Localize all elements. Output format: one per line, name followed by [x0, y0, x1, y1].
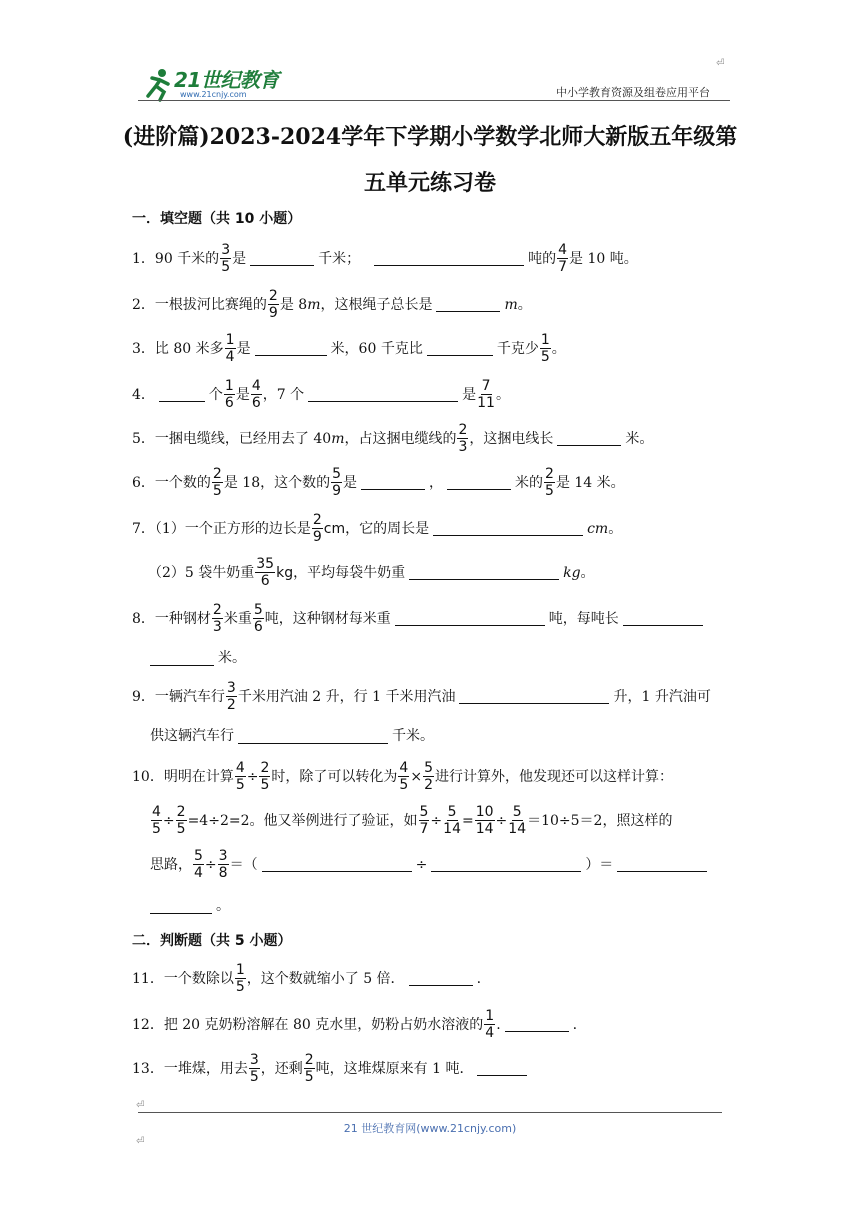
answer-blank[interactable]: [433, 521, 583, 536]
text-segment: 一捆电缆线，已经用去了 40: [154, 430, 332, 447]
section-fill-in: 一．填空题（共 10 小题）: [132, 211, 302, 227]
text-segment: ，平均每袋牛奶重: [293, 564, 406, 581]
text-segment: 一辆汽车行: [154, 688, 225, 705]
text-segment: 是: [236, 340, 251, 357]
text-segment: ，这捆电线长: [469, 430, 554, 447]
title-line-1: (进阶篇)2023-2024学年下学期小学数学北师大新版五年级第: [122, 124, 738, 150]
question-8: [132, 602, 707, 635]
text-segment: 米重: [223, 610, 252, 627]
text-segment: 10．: [132, 768, 164, 785]
text-segment: 千米用汽油 2 升，行 1 千米用汽油: [237, 688, 456, 705]
text-segment: m: [331, 430, 345, 447]
text-segment: 2: [545, 466, 554, 482]
fraction: [457, 422, 468, 455]
question-10-line-2: [150, 804, 672, 837]
text-segment: 2: [260, 760, 270, 776]
text-segment: 1: [540, 332, 550, 348]
text-segment: 6: [253, 619, 263, 635]
logo-text: 21世纪教育: [174, 68, 279, 92]
question-9-cont: [150, 726, 434, 746]
text-segment: 千米；: [318, 250, 361, 267]
answer-blank[interactable]: [395, 611, 545, 626]
text-segment: 4: [235, 760, 245, 776]
answer-blank[interactable]: [159, 387, 205, 402]
text-segment: ，7 个: [262, 386, 305, 403]
text-segment: （2）5 袋牛奶重: [148, 564, 255, 581]
text-segment: 4: [194, 865, 203, 881]
text-segment: 8．: [132, 610, 155, 627]
text-segment: 4: [251, 378, 261, 394]
fraction: [259, 760, 270, 793]
text-segment: 6．: [132, 474, 155, 491]
text-segment: 6: [260, 573, 270, 589]
text-segment: 7: [481, 378, 491, 394]
text-segment: 6: [251, 395, 261, 411]
text-segment: 吨的: [528, 250, 557, 267]
text-segment: ，占这捆电缆线的: [344, 430, 457, 447]
text-segment: 4: [558, 242, 568, 258]
text-segment: 2: [212, 602, 222, 618]
text-segment: 米。: [625, 430, 654, 447]
text-segment: ，还剩: [260, 1060, 303, 1077]
fraction: [475, 804, 495, 837]
question-9: [132, 680, 711, 713]
fraction: [268, 288, 279, 321]
text-segment: 5: [249, 1069, 259, 1085]
fraction: [212, 466, 223, 499]
answer-blank[interactable]: [361, 475, 425, 490]
answer-blank[interactable]: [374, 251, 524, 266]
text-segment: ÷: [430, 812, 443, 829]
text-segment: cm: [323, 520, 346, 537]
footer-divider: [138, 1112, 722, 1113]
text-segment: 10: [475, 804, 494, 820]
text-segment: 5: [152, 821, 161, 837]
text-segment: 9: [312, 529, 322, 545]
answer-blank[interactable]: [150, 899, 212, 914]
answer-blank[interactable]: [238, 729, 388, 744]
text-segment: ÷: [204, 856, 217, 873]
text-segment: 1: [224, 378, 234, 394]
text-segment: 5: [176, 821, 186, 837]
text-segment: m: [504, 296, 518, 313]
text-segment: 4．: [132, 386, 155, 403]
question-11: [132, 962, 481, 995]
text-segment: 千米。: [392, 728, 434, 744]
fraction: [151, 804, 162, 837]
site-logo: [140, 62, 280, 104]
fraction: [253, 602, 264, 635]
text-segment: 35: [256, 556, 275, 572]
answer-blank[interactable]: [255, 341, 327, 356]
text-segment: 把 20 克奶粉溶解在 80 克水里，奶粉占奶水溶液的: [163, 1016, 484, 1033]
text-segment: 5: [447, 804, 457, 820]
answer-blank[interactable]: [557, 431, 621, 446]
question-10: [132, 760, 673, 793]
text-segment: .: [476, 970, 482, 987]
text-segment: ×: [410, 768, 423, 785]
text-segment: 90 千米的: [154, 250, 220, 267]
text-segment: ＝（: [229, 856, 258, 873]
fraction: [251, 378, 262, 411]
text-segment: 3: [218, 848, 228, 864]
fraction: [235, 962, 246, 995]
text-segment: 4: [152, 804, 161, 820]
fraction: [557, 242, 568, 275]
text-segment: ）＝: [585, 856, 614, 873]
fraction: [508, 804, 526, 837]
text-segment: 4: [225, 349, 235, 365]
text-segment: 6: [224, 395, 234, 411]
fraction: [398, 760, 409, 793]
text-segment: .: [572, 1016, 578, 1033]
fraction: [225, 332, 236, 365]
fraction: [235, 760, 246, 793]
text-segment: 3: [226, 680, 236, 696]
fraction: [218, 848, 229, 881]
text-segment: 3: [458, 439, 468, 455]
text-segment: 5: [540, 349, 550, 365]
text-segment: 1: [485, 1008, 495, 1024]
text-segment: 。: [517, 296, 532, 313]
text-segment: 13．: [132, 1060, 164, 1077]
text-segment: 是: [343, 474, 358, 491]
answer-blank[interactable]: [477, 1061, 527, 1076]
fraction: [249, 1052, 260, 1085]
text-segment: 一根拔河比赛绳的: [154, 296, 267, 313]
text-segment: m: [307, 296, 321, 313]
text-segment: 吨，这堆煤原来有 1 吨．: [315, 1060, 474, 1077]
text-segment: 5: [332, 466, 342, 482]
text-segment: 9: [268, 305, 278, 321]
text-segment: 供这辆汽车行: [150, 728, 234, 744]
text-segment: 是 14 米。: [555, 474, 625, 491]
text-segment: 5: [260, 777, 270, 793]
section-true-false: 二．判断题（共 5 小题）: [132, 933, 292, 949]
text-segment: 个: [208, 386, 223, 403]
fraction: [193, 848, 204, 881]
fraction: [312, 512, 323, 545]
question-3: [132, 332, 566, 365]
fraction: [255, 556, 275, 589]
paragraph-mark: ⏎: [136, 1136, 145, 1147]
fraction: [419, 804, 430, 837]
text-segment: 5: [253, 602, 263, 618]
text-segment: 。: [580, 564, 595, 581]
text-segment: ＝10÷5＝2，照这样的: [527, 812, 673, 829]
header-divider: [138, 100, 730, 101]
text-segment: 。: [551, 340, 566, 357]
text-segment: .: [496, 1016, 501, 1033]
question-1: [132, 242, 638, 275]
text-segment: 7: [558, 259, 568, 275]
fraction: [224, 378, 235, 411]
answer-blank[interactable]: [262, 857, 412, 872]
question-8-cont: [150, 648, 246, 668]
text-segment: 11: [477, 395, 495, 411]
text-segment: 2: [304, 1052, 314, 1068]
fraction: [176, 804, 187, 837]
answer-blank[interactable]: [431, 857, 581, 872]
text-segment: ÷: [162, 812, 175, 829]
text-segment: 2: [312, 512, 322, 528]
text-segment: 一堆煤，用去: [163, 1060, 248, 1077]
text-segment: ÷: [495, 812, 508, 829]
text-segment: 1．: [132, 250, 155, 267]
text-segment: 。: [608, 520, 623, 537]
text-segment: cm: [587, 520, 609, 537]
title-line-2: 五单元练习卷: [363, 170, 496, 196]
text-segment: 1: [225, 332, 235, 348]
question-10-line-3: [150, 848, 711, 881]
fraction: [220, 242, 231, 275]
text-segment: kg: [276, 564, 294, 581]
fraction: [423, 760, 434, 793]
fraction: [484, 1008, 495, 1041]
paragraph-mark: ⏎: [136, 1100, 145, 1111]
answer-blank[interactable]: [505, 1017, 569, 1032]
text-segment: 是 18，这个数的: [223, 474, 331, 491]
text-segment: ，这个数就缩小了 5 倍．: [246, 970, 405, 987]
fraction: [226, 680, 237, 713]
answer-blank[interactable]: [617, 857, 707, 872]
fraction: [540, 332, 551, 365]
text-segment: 5: [512, 804, 522, 820]
text-segment: 12．: [132, 1016, 164, 1033]
text-segment: 5: [424, 760, 433, 776]
text-segment: 2．: [132, 296, 155, 313]
text-segment: 1: [235, 962, 245, 978]
fraction: [544, 466, 555, 499]
fraction: [443, 804, 461, 837]
text-segment: 3．: [132, 340, 155, 357]
text-segment: 明明在计算: [163, 768, 234, 785]
fraction: [331, 466, 342, 499]
text-segment: ，: [429, 474, 444, 491]
text-segment: 吨，这种钢材每米重: [264, 610, 391, 627]
footer-text: 21 世纪教育网(www.21cnjy.com): [343, 1122, 517, 1135]
answer-blank[interactable]: [427, 341, 493, 356]
answer-blank[interactable]: [150, 651, 214, 666]
text-segment: 5: [235, 777, 245, 793]
text-segment: 4: [485, 1025, 495, 1041]
text-segment: 5: [235, 979, 245, 995]
question-10-line-4: [150, 896, 230, 916]
text-segment: 思路，: [150, 856, 192, 873]
answer-blank[interactable]: [308, 387, 458, 402]
text-segment: 。: [495, 386, 510, 403]
text-segment: 是 8: [279, 296, 308, 313]
text-segment: 5: [221, 259, 231, 275]
running-man-icon: [140, 66, 176, 102]
text-segment: 3: [212, 619, 222, 635]
text-segment: 3: [221, 242, 231, 258]
text-segment: 5: [545, 483, 554, 499]
text-segment: 2: [268, 288, 278, 304]
text-segment: 吨，每吨长: [548, 610, 619, 627]
text-segment: ，它的周长是: [345, 520, 430, 537]
text-segment: 千克少: [496, 340, 539, 357]
text-segment: 14: [475, 821, 494, 837]
answer-blank[interactable]: [436, 297, 500, 312]
text-segment: 5: [304, 1069, 314, 1085]
text-segment: 3: [249, 1052, 259, 1068]
text-segment: 14: [443, 821, 461, 837]
answer-blank[interactable]: [409, 565, 559, 580]
text-segment: 一个数除以: [163, 970, 234, 987]
text-segment: kg: [563, 564, 581, 581]
question-6: [132, 466, 625, 499]
logo-url: www.21cnjy.com: [180, 90, 247, 99]
text-segment: ÷: [415, 856, 428, 873]
text-segment: 是: [232, 250, 247, 267]
answer-blank[interactable]: [459, 689, 609, 704]
answer-blank[interactable]: [250, 251, 314, 266]
question-12: [132, 1008, 577, 1041]
text-segment: 5: [399, 777, 409, 793]
text-segment: 9．: [132, 688, 155, 705]
text-segment: 4: [399, 760, 409, 776]
text-segment: 一个数的: [154, 474, 211, 491]
question-7-part-1: [132, 512, 622, 545]
question-5: [132, 422, 653, 455]
text-segment: 2: [176, 804, 186, 820]
question-7-part-2: [148, 556, 595, 589]
text-segment: 5．: [132, 430, 155, 447]
text-segment: 2: [424, 777, 433, 793]
platform-name: 中小学教育资源及组卷应用平台: [556, 86, 710, 99]
text-segment: 是: [462, 386, 477, 403]
fraction: [304, 1052, 315, 1085]
text-segment: 2: [226, 697, 236, 713]
fraction: [212, 602, 223, 635]
text-segment: 9: [332, 483, 342, 499]
text-segment: 是: [235, 386, 250, 403]
text-segment: 比 80 米多: [154, 340, 224, 357]
text-segment: ，这根绳子总长是: [320, 296, 433, 313]
text-segment: 5: [194, 848, 203, 864]
question-13: [132, 1052, 531, 1085]
paragraph-mark: ⏎: [716, 58, 725, 69]
text-segment: 米。: [218, 650, 246, 666]
text-segment: 11．: [132, 970, 164, 987]
text-segment: 14: [508, 821, 527, 837]
text-segment: ÷: [246, 768, 259, 785]
question-2: [132, 288, 532, 321]
text-segment: 5: [419, 804, 429, 820]
text-segment: 2: [212, 466, 222, 482]
text-segment: 时，除了可以转化为: [271, 768, 398, 785]
question-4: [132, 378, 510, 411]
text-segment: 7: [419, 821, 429, 837]
text-segment: 7．（1）一个正方形的边长是: [132, 520, 311, 537]
text-segment: 升，1 升汽油可: [613, 688, 711, 705]
text-segment: 米，60 千克比: [330, 340, 423, 357]
answer-blank[interactable]: [623, 611, 703, 626]
text-segment: 2: [458, 422, 468, 438]
text-segment: 米的: [515, 474, 544, 491]
answer-blank[interactable]: [409, 971, 473, 986]
text-segment: 进行计算外，他发现还可以这样计算：: [434, 768, 673, 785]
answer-blank[interactable]: [447, 475, 511, 490]
text-segment: 是 10 吨。: [569, 250, 638, 267]
text-segment: 5: [212, 483, 222, 499]
text-segment: 8: [218, 865, 228, 881]
text-segment: =: [461, 812, 474, 829]
text-segment: 。: [216, 898, 230, 914]
text-segment: 一种钢材: [154, 610, 211, 627]
fraction: [477, 378, 495, 411]
text-segment: =4÷2=2。他又举例进行了验证，如: [187, 812, 418, 829]
